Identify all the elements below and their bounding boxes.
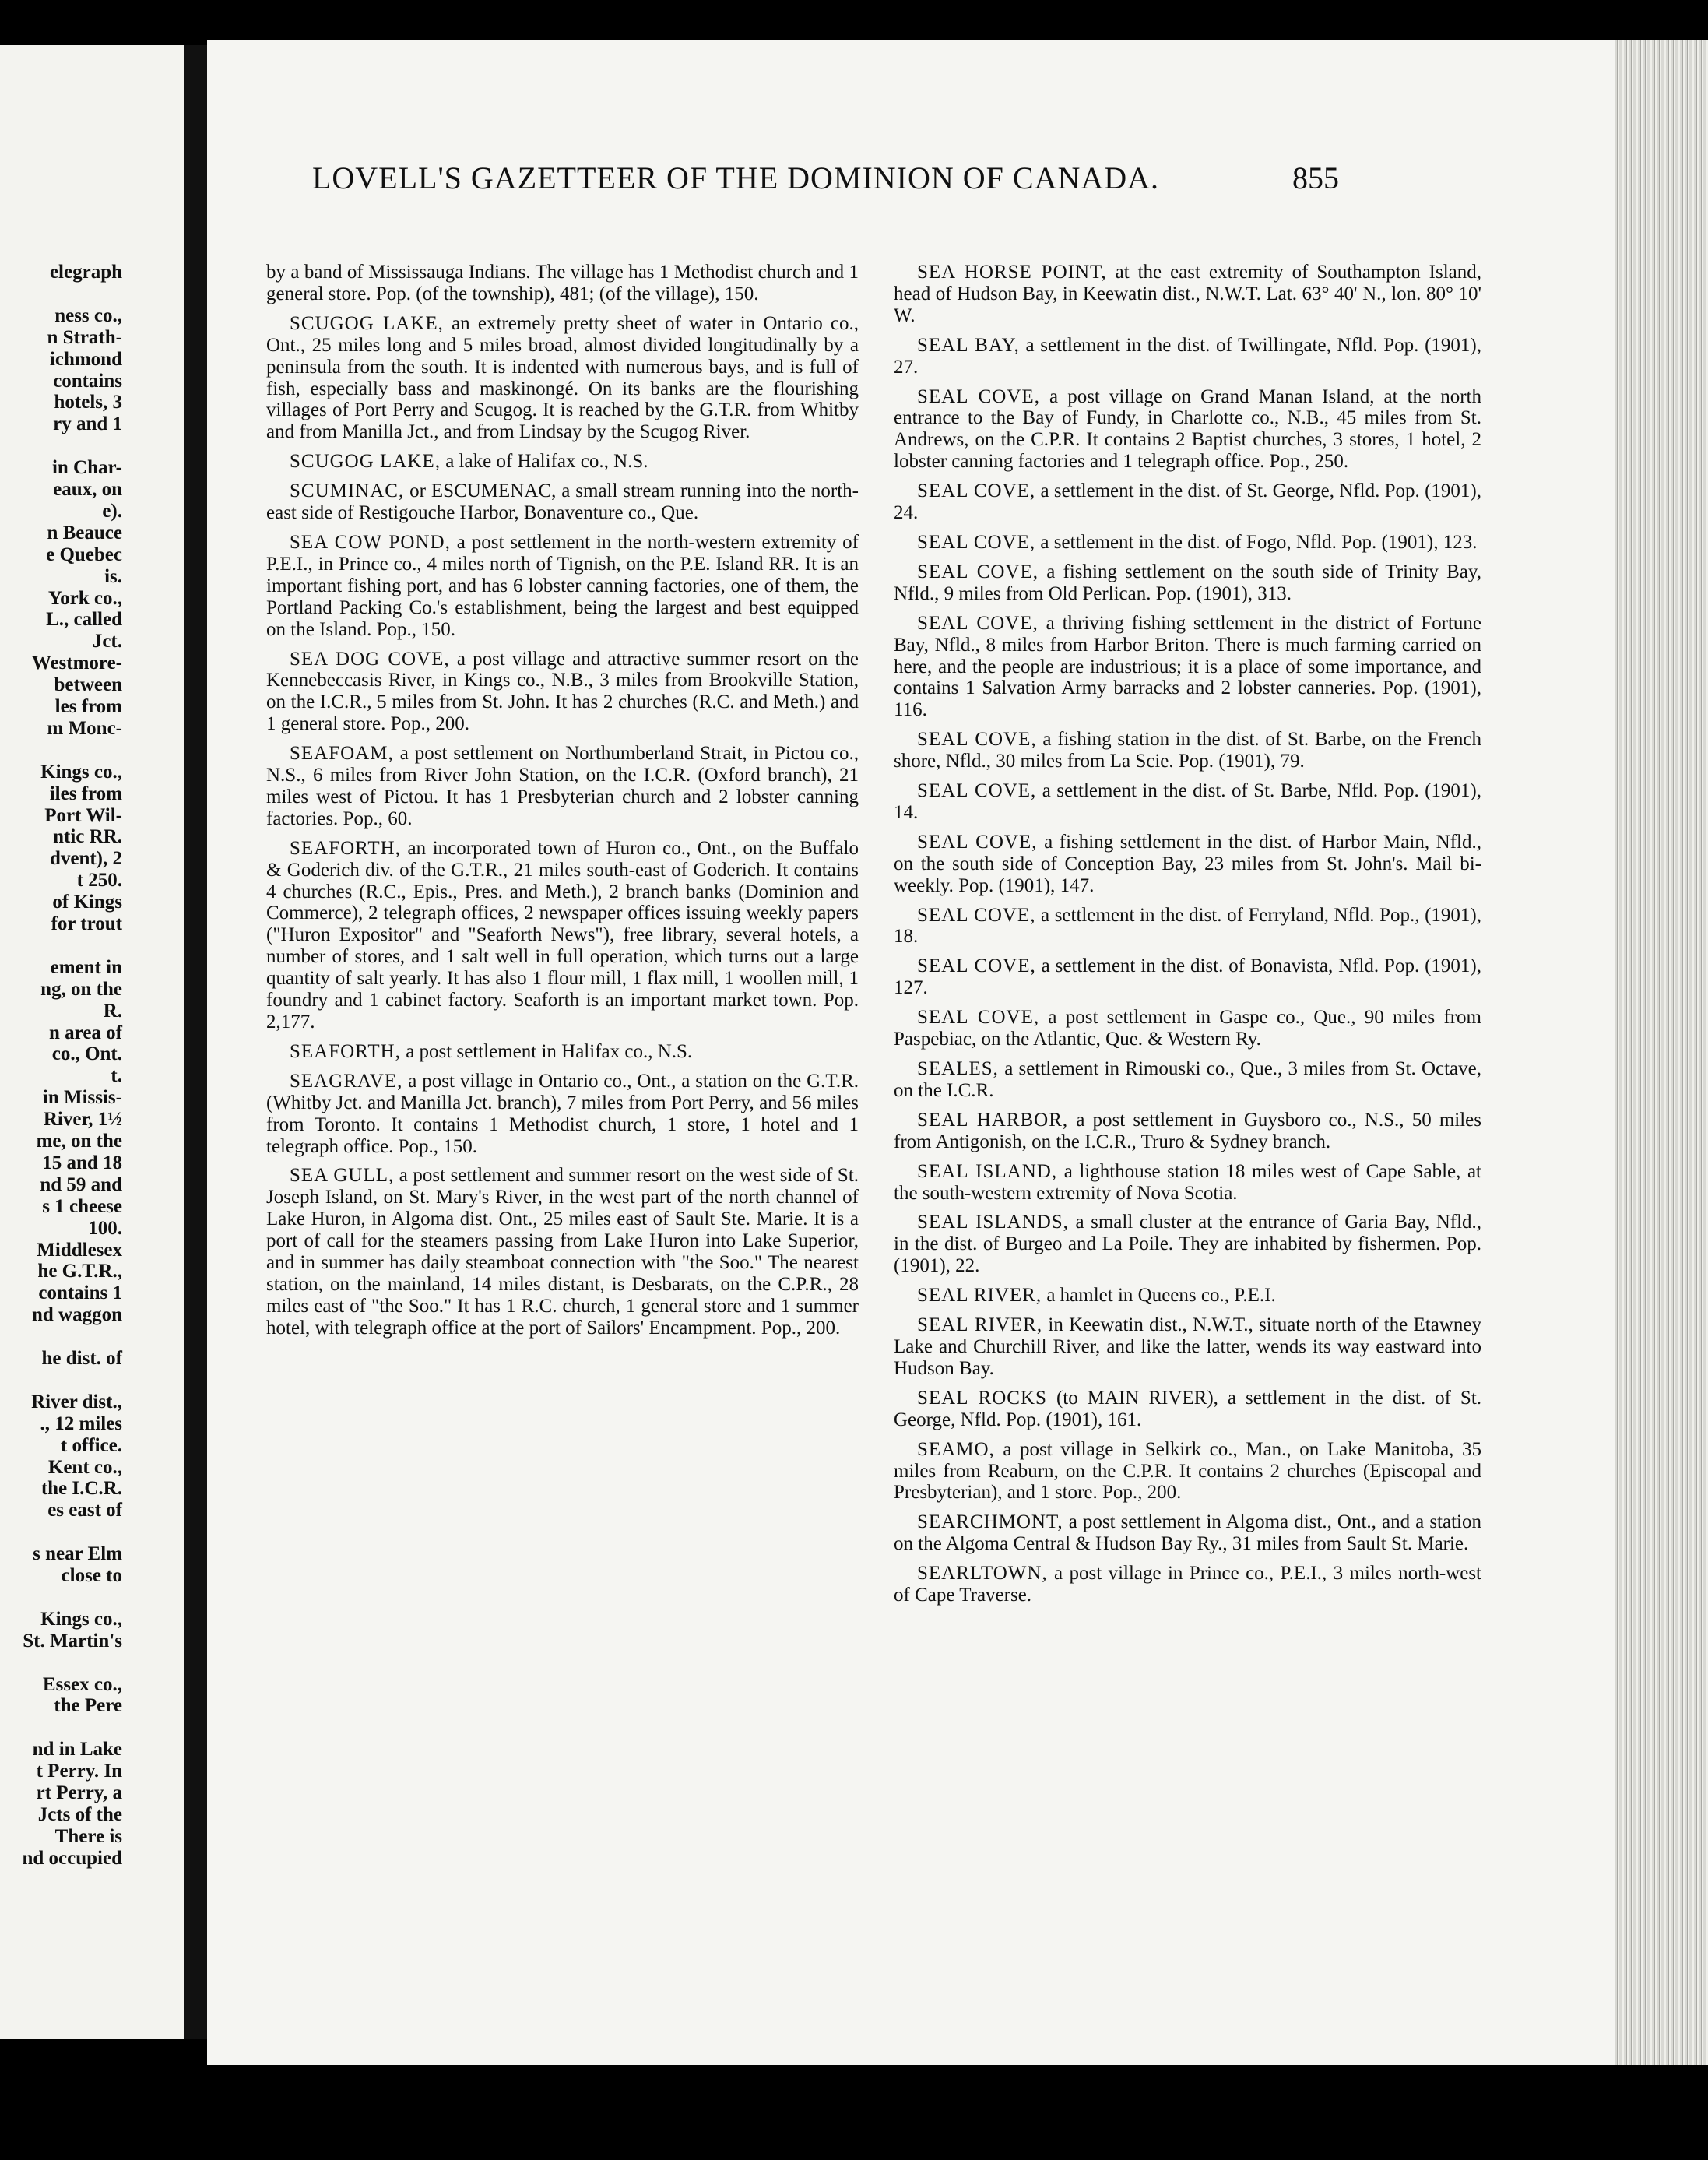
entry-headword: SCUGOG LAKE,	[290, 312, 444, 334]
fragment-line: There is	[54, 1825, 122, 1847]
fragment-line: s near Elm	[33, 1543, 122, 1565]
gazetteer-entry	[894, 905, 1481, 948]
entry-text: a lighthouse station 18 miles west of Cape Sable, at the south-western extremity of Nova Scotia.	[894, 1160, 1482, 1204]
gazetteer-entry	[894, 561, 1481, 605]
entry-text: a settlement in Rimouski co., Que., 3 miles from St. Octave, on the I.C.R.	[894, 1058, 1481, 1101]
fragment-line: e).	[102, 500, 122, 522]
gazetteer-entry	[894, 1007, 1481, 1050]
entry-text: by a band of Mississauga Indians. The village has 1 Methodist church and 1 general store. Pop. (of the township), 481; (of the village), 150.	[266, 262, 859, 304]
fragment-line: he G.T.R.,	[37, 1261, 122, 1282]
entry-text: a post village and attractive summer resort on the Kennebeccasis River, in Kings co., N.B., 3 miles from Brookville Station, on the I.C.R., 5 miles from St. John. It has 2 churches (R.C. and Meth.) and 1 general store. Pop., 200.	[266, 648, 859, 735]
fragment-line: Kings co.,	[40, 761, 122, 783]
gazetteer-entry	[266, 649, 859, 736]
gazetteer-entry	[894, 1314, 1481, 1380]
fragment-line: L., called	[46, 609, 122, 631]
fragment-line: t.	[111, 1065, 122, 1087]
entry-headword: SEAL COVE,	[917, 729, 1037, 751]
entry-text: a post village in Selkirk co., Man., on Lake Manitoba, 35 miles from Reaburn, on the C.P.R. It contains 2 churches (Episcopal and Presbyterian), and 1 store. Pop., 200.	[894, 1438, 1481, 1504]
entry-headword: SEA COW POND,	[290, 531, 451, 553]
entry-text: at the east extremity of Southampton Island, head of Hudson Bay, in Keewatin dist., N.W.T. Lat. 63° 40' N., lon. 80° 10' W.	[894, 262, 1482, 326]
fragment-line: Kent co.,	[47, 1456, 122, 1478]
fragment-line: t 250.	[76, 870, 122, 892]
fragment-line: River dist.,	[31, 1391, 122, 1412]
entry-headword: SEAL COVE,	[917, 385, 1040, 407]
fragment-line: co., Ont.	[51, 1043, 122, 1065]
gazetteer-entry	[894, 832, 1481, 897]
entry-text: a post settlement in Halifax co., N.S.	[406, 1040, 693, 1062]
fragment-line: nd occupied	[22, 1847, 122, 1869]
fragment-line: close to	[61, 1565, 122, 1586]
entry-text: or ESCUMENAC, a small stream running into the north-east side of Restigouche Harbor, Bonaventure co., Que.	[266, 480, 859, 524]
fragment-line: contains 1	[38, 1282, 122, 1304]
gazetteer-entry	[894, 480, 1481, 524]
fragment-line: in Char-	[51, 457, 122, 479]
gazetteer-entry	[894, 1161, 1481, 1205]
fragment-line: dvent), 2	[49, 848, 122, 870]
entry-headword: SEAGRAVE,	[290, 1070, 403, 1092]
entry-text: a hamlet in Queens co., P.E.I.	[1046, 1285, 1276, 1307]
fragment-line: e Quebec	[46, 544, 122, 565]
fragment-line: between	[54, 674, 122, 696]
entry-text: a lake of Halifax co., N.S.	[445, 451, 648, 473]
entry-text: a post settlement and summer resort on the west side of St. Joseph Island, on St. Mary's River, in the west part of the north channel of Lake Huron, in Algoma dist. Ont., 25 miles east of Sault Ste. Marie. It is a port of call for the steamers passing from Lake Huron into Lake Superior, and in summer has daily steamboat connection with "the Soo." The nearest station, on the mainland, 14 miles distant, is Desbarats, on the C.P.R., 28 miles east of "the Soo." It has 1 R.C. church, 1 general store and 1 summer hotel, with telegraph office at the port of Sailors' Encampment. Pop., 200.	[266, 1165, 859, 1339]
entry-headword: SEALES,	[917, 1058, 999, 1079]
fragment-line: Middlesex	[37, 1239, 122, 1261]
entry-headword: SEAL ISLAND,	[917, 1160, 1058, 1182]
entry-text: a fishing settlement in the dist. of Harbor Main, Nfld., on the south side of Conception Bay, 23 miles from St. John's. Mail bi-weekly. Pop. (1901), 147.	[894, 831, 1481, 896]
gazetteer-entry	[266, 838, 859, 1033]
fragment-line: of Kings	[52, 892, 122, 913]
entry-text: a fishing settlement on the south side of Trinity Bay, Nfld., 9 miles from Old Perlican. Pop. (1901), 313.	[894, 561, 1481, 604]
fragment-line: ichmond	[49, 348, 122, 370]
gazetteer-entry	[266, 480, 859, 524]
entry-headword: SEAL COVE,	[917, 480, 1036, 502]
fragment-line: m Monc-	[47, 717, 122, 739]
gazetteer-entry	[894, 729, 1481, 772]
fragment-line: R.	[103, 1000, 122, 1022]
fragment-line: t Perry. In	[36, 1761, 122, 1782]
fragment-line: Kings co.,	[40, 1608, 122, 1630]
entry-headword: SEAL COVE,	[917, 561, 1039, 582]
fragment-line: ng, on the	[40, 978, 122, 1000]
entry-headword: SEAL COVE,	[917, 531, 1036, 553]
fragment-line: St. Martin's	[23, 1630, 122, 1652]
gazetteer-entry	[894, 1212, 1481, 1277]
fragment-line: s 1 cheese	[42, 1195, 122, 1217]
entry-text: a post village on Grand Manan Island, at the north entrance to the Bay of Fundy, in Charlotte co., N.B., 45 miles from St. Andrews, on the C.P.R. It contains 2 Baptist churches, 3 stores, 1 hotel, 2 lobster canning factories and 1 telegraph office. Pop., 250.	[894, 385, 1482, 473]
entry-headword: SEARCHMONT,	[917, 1511, 1063, 1533]
entry-headword: SEAL HARBOR,	[917, 1109, 1069, 1131]
entry-text: a settlement in the dist. of Ferryland, Nfld. Pop., (1901), 18.	[894, 904, 1481, 948]
gazetteer-entry	[894, 1563, 1481, 1606]
gazetteer-entry	[266, 451, 859, 473]
fragment-line: elegraph	[49, 262, 122, 283]
gazetteer-entry	[266, 313, 859, 443]
entry-text: a thriving fishing settlement in the district of Fortune Bay, Nfld., 8 miles from Harbor Briton. There is much farming carried on here, and the people are industrious; it is a place of some importance, and contains 1 Salvation Army barracks and 2 lobster canneries. Pop. (1901), 116.	[894, 612, 1482, 721]
fragment-line: contains	[53, 370, 122, 392]
fragment-line: ntic RR.	[53, 826, 122, 848]
gazetteer-entry	[894, 955, 1481, 999]
entry-headword: SEAL COVE,	[917, 780, 1037, 802]
entry-headword: SEAL ISLANDS,	[917, 1212, 1069, 1233]
gazetteer-entry	[894, 1285, 1481, 1307]
entry-headword: SEA HORSE POINT,	[917, 262, 1107, 283]
text-column-right	[894, 262, 1481, 1614]
fragment-line: River, 1½	[43, 1109, 122, 1131]
gazetteer-entry	[266, 743, 859, 830]
entry-text: (to MAIN RIVER), a settlement in the dist. of St. George, Nfld. Pop. (1901), 161.	[894, 1387, 1482, 1430]
gazetteer-entry	[266, 1071, 859, 1158]
fragment-line: is.	[104, 565, 122, 587]
fragment-line: t office.	[60, 1434, 122, 1456]
fragment-line: the I.C.R.	[40, 1478, 122, 1500]
fragment-line: Jct.	[92, 631, 122, 653]
entry-text: a post village in Prince co., P.E.I., 3 miles north-west of Cape Traverse.	[894, 1563, 1482, 1606]
fragment-line: n Beauce	[47, 522, 122, 544]
gazetteer-entry	[894, 262, 1481, 327]
entry-headword: SEAFORTH,	[290, 837, 401, 859]
entry-headword: SEAFORTH,	[290, 1040, 401, 1062]
fragment-line: ry and 1	[53, 413, 122, 435]
entry-text: a fishing station in the dist. of St. Barbe, on the French shore, Nfld., 30 miles from La Scie. Pop. (1901), 79.	[894, 729, 1481, 772]
entry-headword: SEA DOG COVE,	[290, 648, 450, 670]
entry-headword: SEAL COVE,	[917, 831, 1038, 853]
gazetteer-entry	[894, 1058, 1481, 1102]
entry-headword: SEAMO,	[917, 1438, 995, 1460]
entry-text: a post settlement in Gaspe co., Que., 90 miles from Paspebiac, on the Atlantic, Que. & Western Ry.	[894, 1007, 1481, 1050]
book-gutter	[184, 45, 207, 2039]
entry-text: a settlement in the dist. of St. George, Nfld. Pop. (1901), 24.	[894, 480, 1481, 524]
fragment-line: me, on the	[36, 1131, 122, 1152]
gazetteer-entry	[266, 262, 859, 305]
fragment-line: n area of	[49, 1022, 122, 1043]
fragment-line: ., 12 miles	[40, 1412, 122, 1434]
gazetteer-entry	[894, 1388, 1481, 1431]
fragment-line: 15 and 18	[42, 1152, 122, 1173]
entry-text: a post settlement in Algoma dist., Ont., and a station on the Algoma Central & Hudson Bay Ry., 31 miles from Sault St. Marie.	[894, 1511, 1481, 1555]
entry-headword: SEAL RIVER,	[917, 1285, 1042, 1307]
entry-headword: SEAL RIVER,	[917, 1314, 1043, 1336]
gazetteer-entry	[266, 1165, 859, 1339]
entry-text: a post settlement in Guysboro co., N.S., 50 miles from Antigonish, on the I.C.R., Truro & Sydney branch.	[894, 1109, 1482, 1152]
gazetteer-entry	[894, 780, 1481, 824]
entry-headword: SEAL COVE,	[917, 612, 1039, 634]
fragment-line: 100.	[88, 1217, 122, 1239]
entry-text: a settlement in the dist. of Twillingate, Nfld. Pop. (1901), 27.	[894, 334, 1481, 378]
fragment-line: eaux, on	[53, 479, 122, 500]
entry-text: a post settlement on Northumberland Strait, in Pictou co., N.S., 6 miles from River John Station, on the I.C.R. (Oxford branch), 21 miles west of Pictou. It has 1 Presbyterian church and 2 lobster canning factories. Pop., 60.	[266, 743, 859, 829]
entry-headword: SEAL COVE,	[917, 955, 1036, 977]
fragment-line: nd 59 and	[40, 1173, 122, 1195]
fragment-line: the Pere	[54, 1695, 122, 1717]
fragment-line: ement in	[50, 956, 122, 978]
entry-text: a settlement in the dist. of St. Barbe, Nfld. Pop. (1901), 14.	[894, 780, 1482, 823]
entry-text: a settlement in the dist. of Bonavista, Nfld. Pop. (1901), 127.	[894, 955, 1481, 999]
fragment-line: Port Wil-	[44, 804, 122, 826]
entry-headword: SCUMINAC,	[290, 480, 405, 502]
fragment-line: nd waggon	[31, 1304, 122, 1326]
entry-text: in Keewatin dist., N.W.T., situate north of the Etawney Lake and Churchill River, and like the latter, wends its way eastward into Hudson Bay.	[894, 1314, 1481, 1379]
fragment-line: York co.,	[47, 587, 122, 609]
fragment-line: iles from	[49, 783, 122, 804]
page-edges	[1615, 40, 1708, 2065]
gazetteer-entry	[266, 1041, 859, 1063]
fragment-line: les from	[54, 696, 122, 717]
entry-headword: SEAL ROCKS	[917, 1387, 1047, 1409]
fragment-line: rt Perry, a	[36, 1782, 122, 1803]
gazetteer-entry	[894, 613, 1481, 722]
entry-text: an incorporated town of Huron co., Ont., on the Buffalo & Goderich div. of the G.T.R., 21 miles south-east of Goderich. It contains 4 churches (R.C., Epis., Pres. and Meth.), 2 branch banks (Dominion and Commerce), 2 telegraph offices, 2 newspaper offices issuing weekly papers ("Huron Expositor" and "Seaforth News"), free library, several hotels, a number of stores, and 1 salt well in full operation, which turns out a large quantity of salt yearly. It has also 1 flour mill, 1 flax mill, 1 woollen mill, 1 foundry and 1 cabinet factory. Seaforth is an important market town. Pop. 2,177.	[266, 837, 859, 1033]
entry-text: an extremely pretty sheet of water in Ontario co., Ont., 25 miles long and 5 miles broad, almost divided longitudinally by a peninsula from the south. It is indented with numerous bays, and is full of fish, especially bass and maskinongé. On its banks are the flourishing villages of Port Perry and Scugog. It is reached by the G.T.R. from Whitby and from Manilla Jct., and from Lindsay by the Scugog River.	[266, 312, 859, 443]
fragment-line: hotels, 3	[54, 392, 122, 413]
entry-headword: SEA GULL,	[290, 1165, 395, 1187]
entry-headword: SEAL COVE,	[917, 904, 1036, 926]
fragment-line: he dist. of	[41, 1348, 122, 1369]
entry-text: a post settlement in the north-western extremity of P.E.I., in Prince co., 4 miles north of Tignish, on the P.E. Island RR. It is an important fishing port, and has 6 lobster canning factories, one of them, the Portland Packing Co.'s establishment, being the largest and best equipped on the Island. Pop., 150.	[266, 531, 859, 640]
entry-headword: SEAL COVE,	[917, 1007, 1040, 1029]
gazetteer-entry	[894, 1511, 1481, 1555]
gazetteer-entry	[894, 1439, 1481, 1504]
fragment-line: ness co.,	[54, 304, 122, 326]
entry-headword: SEARLTOWN,	[917, 1563, 1048, 1585]
fragment-line: n Strath-	[47, 326, 122, 348]
entry-text: a post village in Ontario co., Ont., a station on the G.T.R. (Whitby Jct. and Manilla Jct. branch), 7 miles from Port Perry, and 56 miles from Toronto. It contains 1 Methodist church, 1 store, 1 hotel and 1 telegraph office. Pop., 150.	[266, 1070, 859, 1157]
gazetteer-entry	[894, 386, 1481, 473]
fragment-line: for trout	[51, 913, 122, 934]
fragment-line: Westmore-	[31, 653, 122, 674]
entry-headword: SCUGOG LAKE,	[290, 451, 441, 473]
fragment-line: Jcts of the	[37, 1803, 122, 1825]
fragment-line: es east of	[47, 1500, 122, 1521]
entry-text: a small cluster at the entrance of Garia Bay, Nfld., in the dist. of Burgeo and La Poile. They are inhabited by fishermen. Pop. (1901), 22.	[894, 1212, 1482, 1277]
gazetteer-entry	[894, 1110, 1481, 1153]
gazetteer-entry	[894, 532, 1481, 554]
fragment-line: Essex co.,	[42, 1673, 122, 1695]
text-column-left	[266, 262, 859, 1347]
entry-text: a settlement in the dist. of Fogo, Nfld. Pop. (1901), 123.	[1040, 531, 1478, 553]
gazetteer-entry	[894, 335, 1481, 378]
entry-headword: SEAFOAM,	[290, 743, 394, 765]
page-number: 855	[1292, 160, 1339, 195]
entry-headword: SEAL BAY,	[917, 334, 1020, 356]
running-head: LOVELL'S GAZETTEER OF THE DOMINION OF CANADA.	[311, 160, 1160, 195]
gazetteer-entry	[266, 532, 859, 641]
fragment-line: in Missis-	[42, 1087, 122, 1109]
facing-page-fragment	[0, 45, 187, 2039]
fragment-line: nd in Lake	[32, 1739, 122, 1761]
